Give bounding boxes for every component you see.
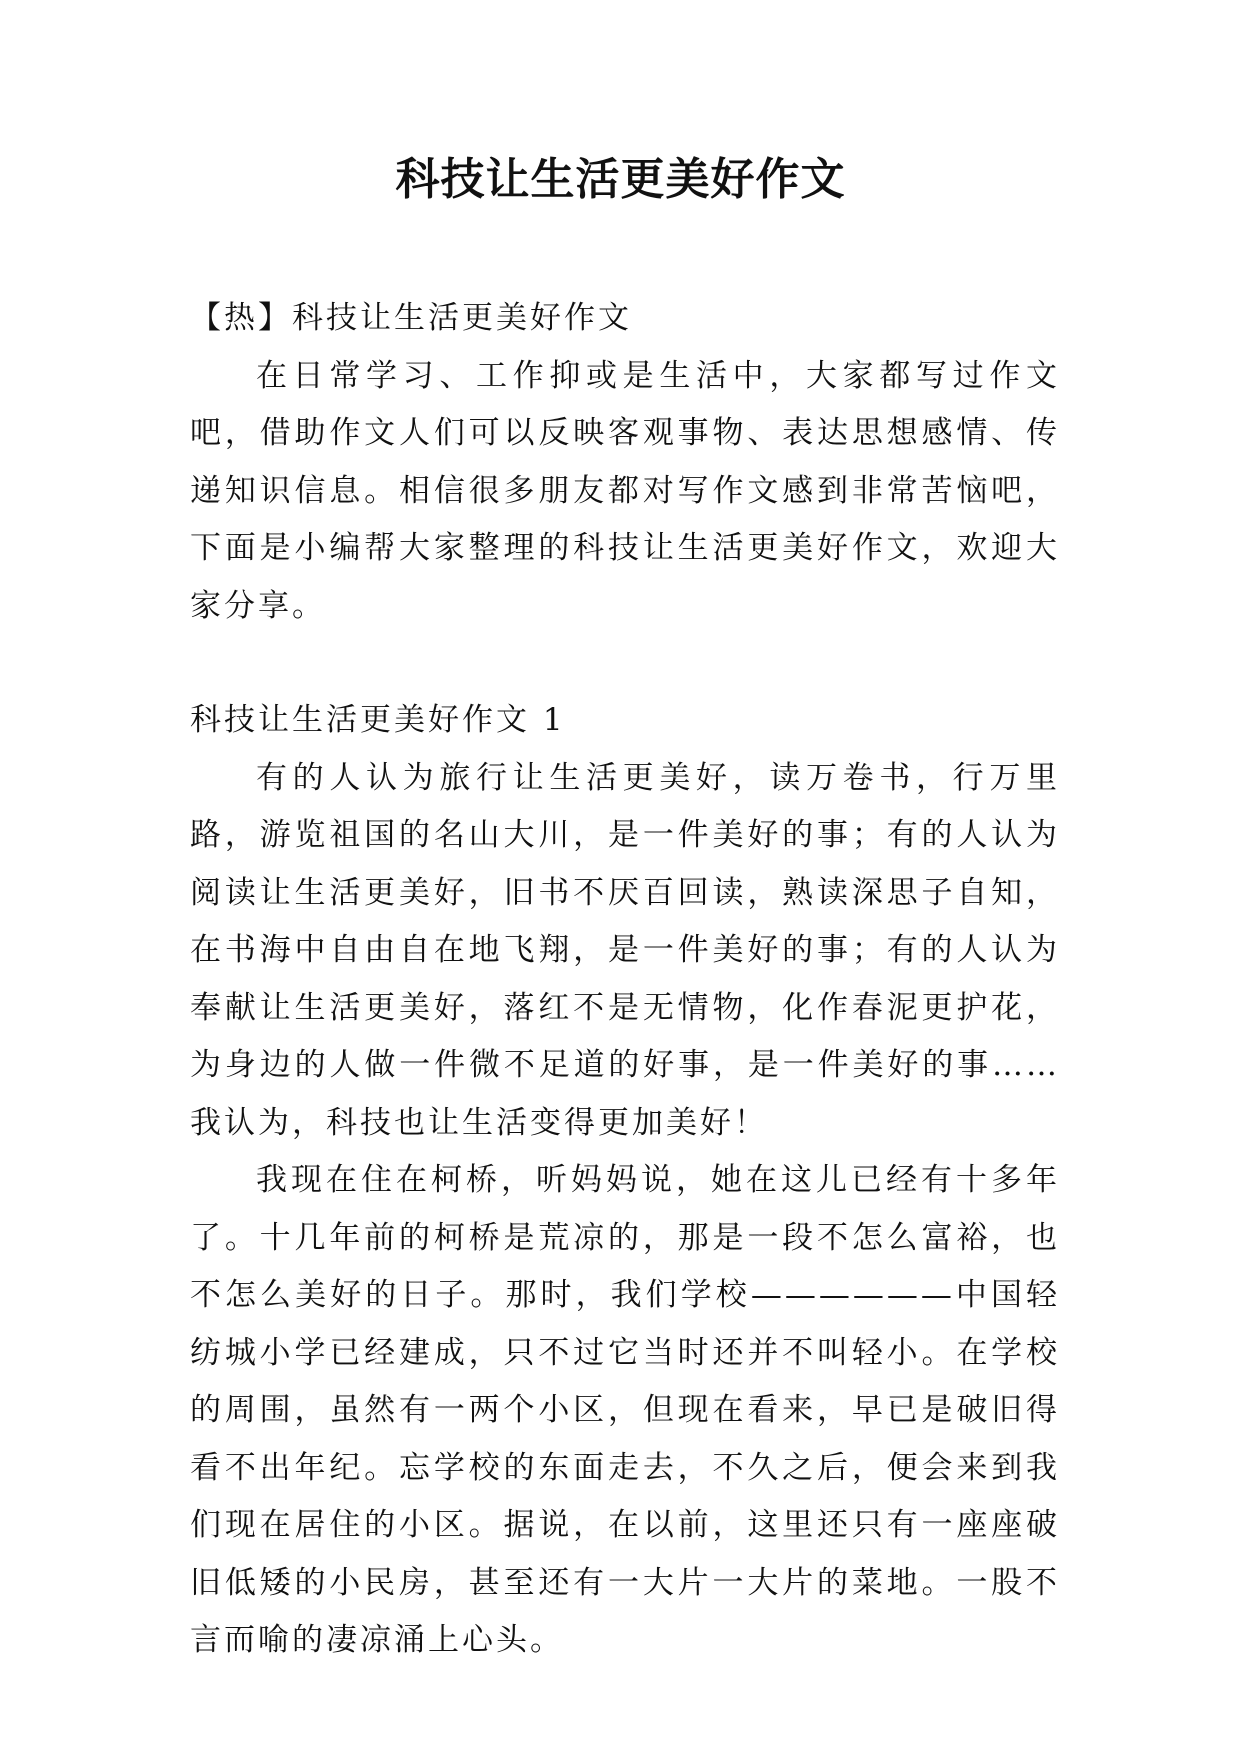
section-heading: 科技让生活更美好作文 1: [190, 702, 566, 738]
intro-heading: 【热】科技让生活更美好作文: [190, 300, 632, 336]
section-spacer: [190, 635, 1060, 692]
body-paragraph: 我现在住在柯桥，听妈妈说，她在这儿已经有十多年了。十几年前的柯桥是荒凉的，那是一段不怎么富裕，也不怎么美好的日子。那时，我们学校——————中国轻纺城小学已经建成，只不过它当时还并不叫轻小。在学校的周围，虽然有一两个小区，但现在看来，早已是破旧得看不出年纪。忘学校的东面走去，不久之后，便会来到我们现在居住的小区。据说，在以前，这里还只有一座座破旧低矮的小民房，甚至还有一大片一大片的菜地。一股不言而喻的凄凉涌上心头。: [190, 1162, 1060, 1658]
intro-paragraph: 在日常学习、工作抑或是生活中，大家都写过作文吧，借助作文人们可以反映客观事物、表达思想感情、传递知识信息。相信很多朋友都对写作文感到非常苦恼吧，下面是小编帮大家整理的科技让生活更美好作文，欢迎大家分享。: [190, 357, 1060, 624]
document-body: [190, 290, 1060, 1670]
body-paragraph: 有的人认为旅行让生活更美好，读万卷书，行万里路，游览祖国的名山大川，是一件美好的事；有的人认为阅读让生活更美好，旧书不厌百回读，熟读深思子自知，在书海中自由自在地飞翔，是一件美好的事；有的人认为奉献让生活更美好，落红不是无情物，化作春泥更护花，为身边的人做一件微不足道的好事，是一件美好的事……我认为，科技也让生活变得更加美好！: [190, 759, 1060, 1141]
document-title: 科技让生活更美好作文: [395, 154, 846, 205]
